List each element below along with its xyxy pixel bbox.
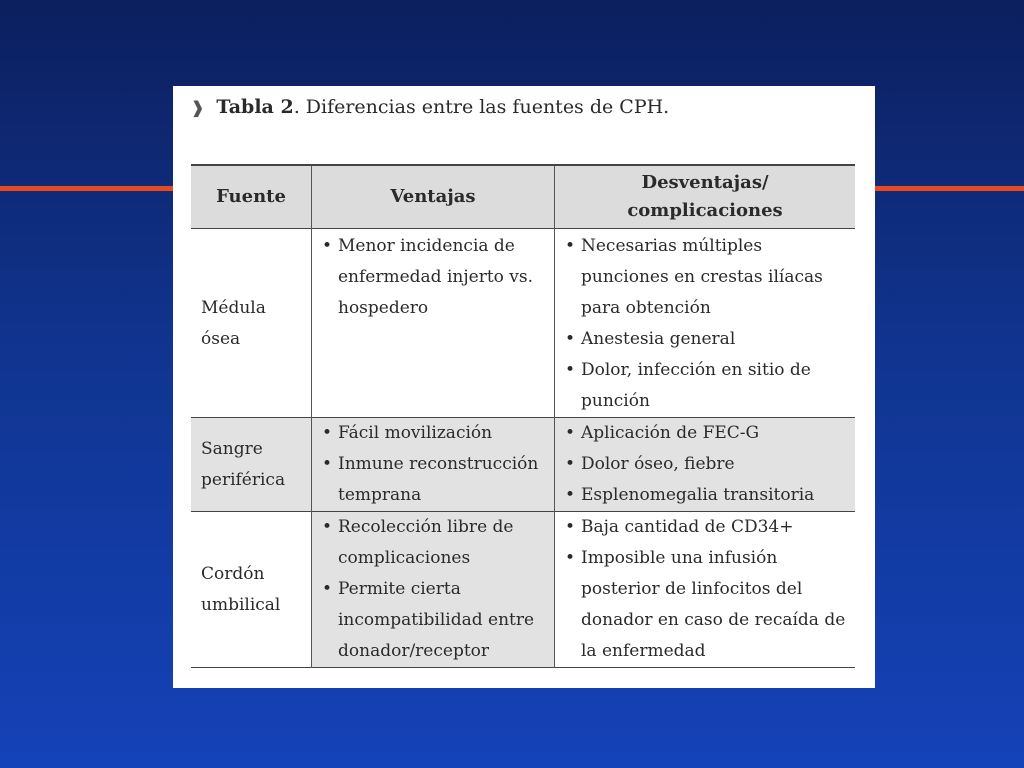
table-header-row [191,165,855,229]
source-cell [191,512,312,668]
header-ventajas: Ventajas [312,165,555,229]
header-fuente: Fuente [216,186,286,207]
comparison-table [191,164,855,668]
caption-bullet-icon: ❱ [191,98,205,117]
source-line: Sangre [201,438,263,459]
header-desventajas-line1: Desventajas/ [641,172,769,193]
desventajas-cell [555,418,856,512]
source-line: Cordón [201,563,265,584]
table-row [191,229,855,418]
ventajas-cell [312,229,555,418]
list-item: • Fácil movilización [320,418,546,449]
list-item: • Dolor, infección en sitio de punción [563,355,847,417]
list-item: • Imposible una infusión posterior de linfocitos del donador en caso de recaída de la enfermedad [563,543,847,667]
ventajas-cell [312,512,555,668]
desventajas-cell [555,512,856,668]
table-row [191,418,855,512]
table-row [191,512,855,668]
list-item: • Permite cierta incompatibilidad entre donador/receptor [320,574,546,667]
list-item: • Inmune reconstrucción temprana [320,449,546,511]
table-caption [191,96,669,118]
list-item: • Anestesia general [563,324,847,355]
source-line: ósea [201,329,241,349]
list-item: • Necesarias múltiples punciones en crestas ilíacas para obtención [563,231,847,324]
caption-text: . Diferencias entre las fuentes de CPH. [293,96,670,118]
list-item: • Esplenomegalia transitoria [563,480,847,511]
source-line: umbilical [201,594,281,615]
caption-label: Tabla 2 [216,96,294,118]
source-line: Médula [201,298,266,318]
list-item: • Dolor óseo, fiebre [563,449,847,480]
source-line: periférica [201,469,286,490]
header-desventajas-line2: complicaciones [627,200,783,221]
header-desventajas [555,165,856,229]
desventajas-cell [555,229,856,418]
list-item: • Baja cantidad de CD34+ [563,512,847,543]
list-item: • Recolección libre de complicaciones [320,512,546,574]
source-cell [191,229,312,418]
list-item: • Aplicación de FEC-G [563,418,847,449]
table-card [173,86,875,688]
source-cell [191,418,312,512]
list-item: • Menor incidencia de enfermedad injerto vs. hospedero [320,231,546,324]
ventajas-cell [312,418,555,512]
